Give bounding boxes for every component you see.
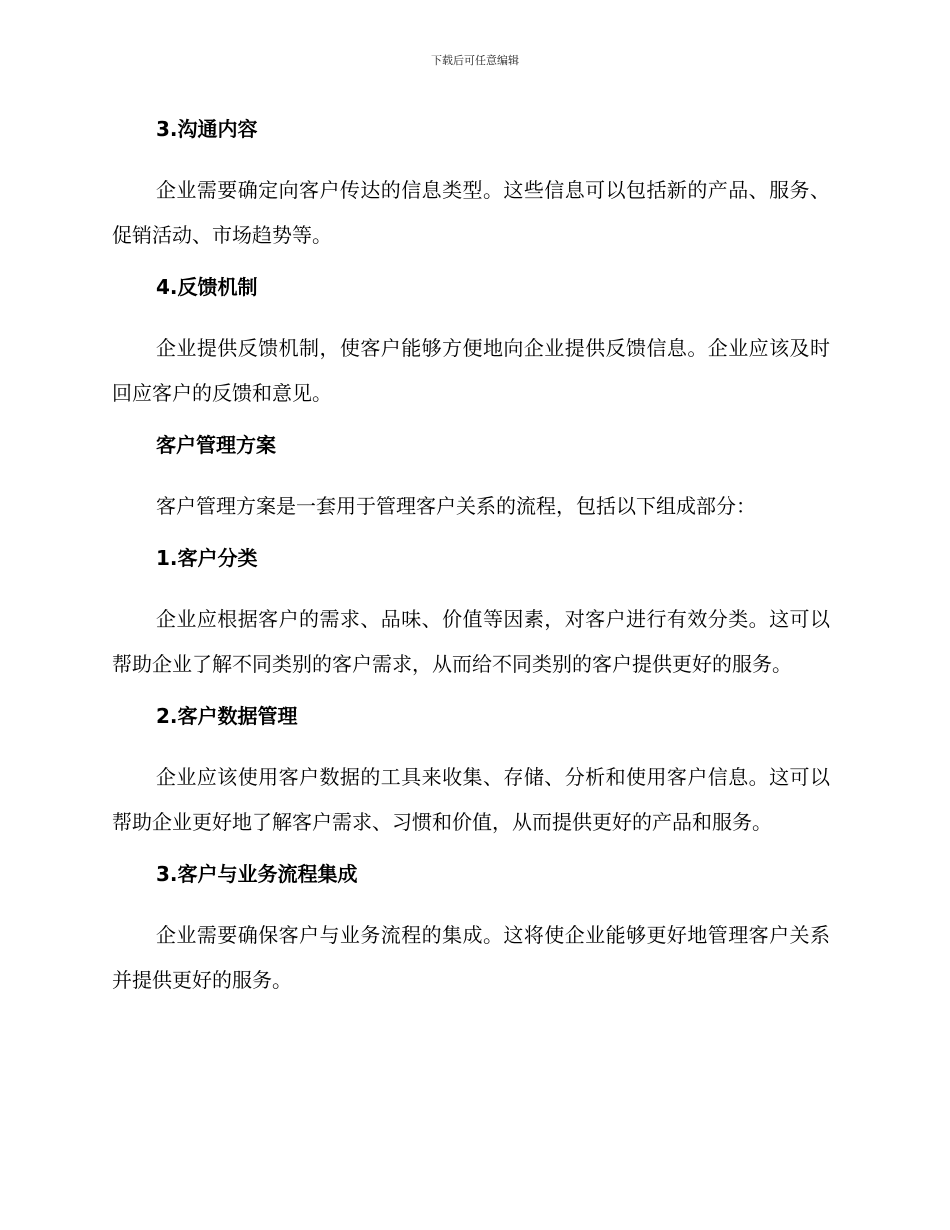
paragraph-integration: 企业需要确保客户与业务流程的集成。这将使企业能够更好地管理客户关系并提供更好的服务。 — [112, 923, 830, 992]
section-heading-feedback: 4.反馈机制 — [156, 275, 258, 299]
paragraph-communication: 企业需要确定向客户传达的信息类型。这些信息可以包括新的产品、服务、促销活动、市场趋势等。 — [112, 178, 830, 247]
page-header: 下载后可任意编辑 — [431, 54, 519, 67]
section-heading-customer-plan: 客户管理方案 — [156, 433, 276, 457]
paragraph-feedback: 企业提供反馈机制，使客户能够方便地向企业提供反馈信息。企业应该及时回应客户的反馈和意见。 — [112, 336, 830, 405]
section-heading-classification: 1.客户分类 — [156, 546, 258, 570]
section-heading-communication: 3.沟通内容 — [156, 117, 258, 141]
document-body — [112, 112, 830, 1003]
section-heading-data-management: 2.客户数据管理 — [156, 704, 298, 728]
paragraph-customer-plan: 客户管理方案是一套用于管理客户关系的流程，包括以下组成部分： — [156, 494, 756, 518]
paragraph-data-management: 企业应该使用客户数据的工具来收集、存储、分析和使用客户信息。这可以帮助企业更好地了解客户需求、习惯和价值，从而提供更好的产品和服务。 — [112, 765, 830, 834]
paragraph-classification: 企业应根据客户的需求、品味、价值等因素，对客户进行有效分类。这可以帮助企业了解不同类别的客户需求，从而给不同类别的客户提供更好的服务。 — [112, 607, 830, 676]
section-heading-integration: 3.客户与业务流程集成 — [156, 862, 358, 886]
